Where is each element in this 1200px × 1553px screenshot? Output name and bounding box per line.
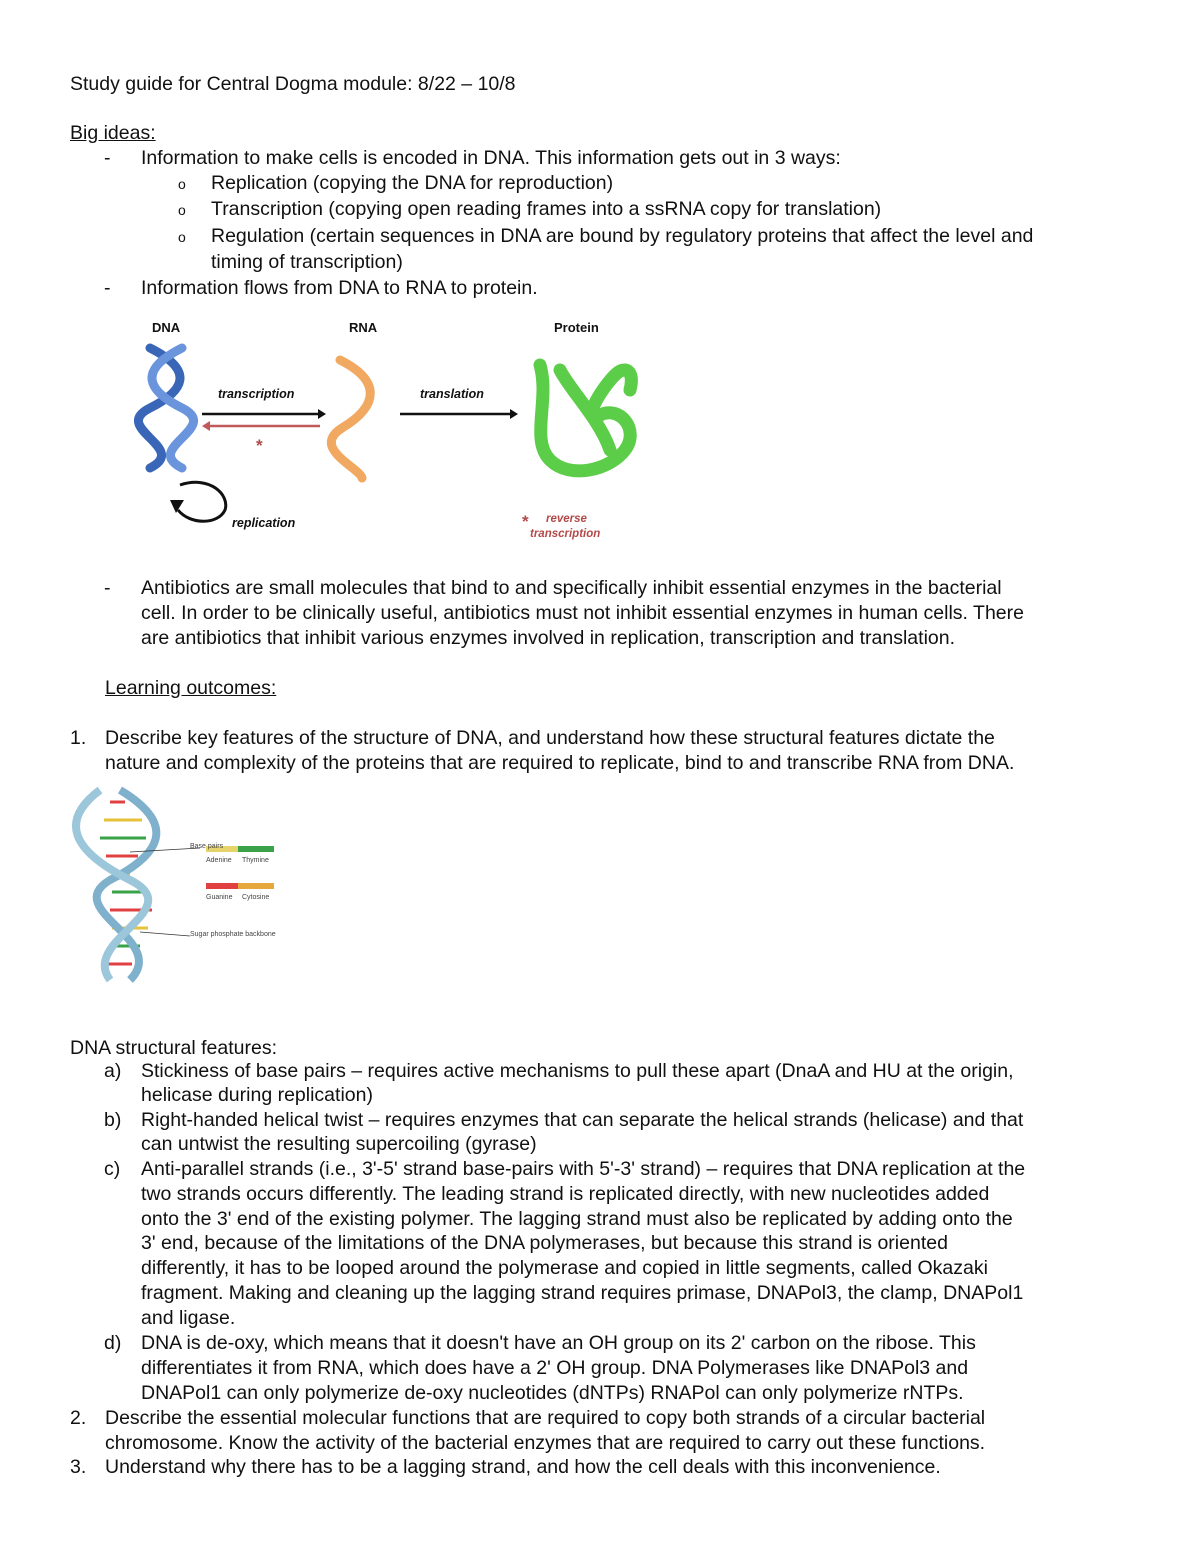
feature-c-line-5: differently, it has to be looped around the polymerase and copied in little segments, called Okazaki <box>141 1257 988 1279</box>
replication-label: replication <box>232 516 296 530</box>
features-heading: DNA structural features: <box>70 1037 277 1059</box>
outcome-1-line-1: Describe key features of the structure of DNA, and understand how these structural features dictate the <box>105 727 995 749</box>
big-idea-1-sub-1: Replication (copying the DNA for reproduction) <box>211 172 614 194</box>
big-idea-3-line-3: are antibiotics that inhibit various enzymes involved in replication, transcription and translation. <box>141 627 956 649</box>
outcome-3-line-1: Understand why there has to be a lagging strand, and how the cell deals with this inconvenience. <box>105 1456 941 1478</box>
outcome-2-line-2: chromosome. Know the activity of the bacterial enzymes that are required to carry out these functions. <box>105 1432 986 1454</box>
feature-d-line-1: DNA is de-oxy, which means that it doesn't have an OH group on its 2' carbon on the ribose. This <box>141 1332 976 1354</box>
feature-c-line-4: 3' end, because of the limitations of the DNA polymerases, but because this strand is oriented <box>141 1232 948 1254</box>
feature-a-line-1: Stickiness of base pairs – requires active mechanisms to pull these apart (DnaA and HU at the origin, <box>141 1060 1014 1082</box>
dna-structure-svg <box>70 780 285 1005</box>
big-idea-2: Information flows from DNA to RNA to protein. <box>141 277 538 299</box>
bullet-marker: - <box>104 577 111 599</box>
outcome-2-line-1: Describe the essential molecular functions that are required to copy both strands of a circular bacterial <box>105 1407 986 1429</box>
outcome-number: 3. <box>70 1456 87 1478</box>
page-title: Study guide for Central Dogma module: 8/22 – 10/8 <box>70 73 516 95</box>
big-idea-1-sub-3: Regulation (certain sequences in DNA are bound by regulatory proteins that affect the level and <box>211 225 1034 247</box>
big-idea-1-sub-2: Transcription (copying open reading frames into a ssRNA copy for translation) <box>211 198 882 220</box>
reverse-star-legend: * <box>522 512 529 531</box>
feature-d-line-2: differentiates it from RNA, which does have a 2' OH group. DNA Polymerases like DNAPol3 and <box>141 1357 969 1379</box>
feature-c-line-2: two strands occurs differently. The leading strand is replicated directly, with new nucleotides added <box>141 1183 990 1205</box>
outcome-number: 1. <box>70 727 87 749</box>
rna-strand-icon <box>331 360 370 478</box>
backbone-label: Sugar phosphate backbone <box>190 931 276 938</box>
central-dogma-figure <box>130 310 650 550</box>
feature-b-line-1: Right-handed helical twist – requires enzymes that can separate the helical strands (helicase) and that <box>141 1109 1024 1131</box>
reverse-label-1: reverse <box>546 513 587 525</box>
base-pairs-label: Base pairs <box>190 843 224 850</box>
feature-c-line-6: fragment. Making and cleaning up the lagging strand requires primase, DNAPol3, the clamp, DNAPol1 <box>141 1282 1024 1304</box>
outcome-1-line-2: nature and complexity of the proteins that are required to replicate, bind to and transcribe RNA from DNA. <box>105 752 1015 774</box>
sub-marker: o <box>178 229 186 245</box>
feature-d-line-3: DNAPol1 can only polymerize de-oxy nucleotides (dNTPs) RNAPol can only polymerize rNTPs. <box>141 1382 964 1404</box>
learning-outcomes-heading: Learning outcomes: <box>105 677 277 699</box>
sub-marker: o <box>178 202 186 218</box>
feature-c-line-1: Anti-parallel strands (i.e., 3'-5' strand base-pairs with 5'-3' strand) – requires that DNA replication at the <box>141 1158 1026 1180</box>
bullet-marker: - <box>104 277 111 299</box>
feature-marker: d) <box>104 1332 122 1354</box>
rna-label: RNA <box>349 320 378 335</box>
dna-structure-figure <box>70 780 285 1005</box>
thymine-bar <box>238 846 274 852</box>
bullet-marker: - <box>104 147 111 169</box>
big-ideas-heading: Big ideas: <box>70 122 156 144</box>
thymine-label: Thymine <box>242 857 269 864</box>
feature-marker: c) <box>104 1158 121 1180</box>
feature-c-line-3: onto the 3' end of the existing polymer. The lagging strand must also be replicated by adding onto the <box>141 1208 1013 1230</box>
feature-marker: b) <box>104 1109 122 1131</box>
reverse-label-2: transcription <box>530 528 601 540</box>
big-idea-3-line-1: Antibiotics are small molecules that bind to and specifically inhibit essential enzymes in the bacterial <box>141 577 1002 599</box>
cytosine-bar <box>238 883 274 889</box>
feature-c-line-7: and ligase. <box>141 1307 236 1329</box>
outcome-number: 2. <box>70 1407 87 1429</box>
feature-a-line-2: helicase during replication) <box>141 1084 373 1106</box>
feature-b-line-2: can untwist the resulting supercoiling (gyrase) <box>141 1133 537 1155</box>
adenine-label: Adenine <box>206 857 232 864</box>
transcription-label: transcription <box>218 387 295 401</box>
dna-label: DNA <box>152 320 181 335</box>
protein-label: Protein <box>554 320 599 335</box>
guanine-label: Guanine <box>206 894 233 901</box>
translation-label: translation <box>420 387 484 401</box>
replication-arrow-icon <box>170 482 226 521</box>
guanine-bar <box>206 883 238 889</box>
dna-helix-icon <box>138 348 193 468</box>
protein-icon <box>540 365 631 471</box>
big-idea-1-sub-3-cont: timing of transcription) <box>211 251 403 273</box>
big-idea-3-line-2: cell. In order to be clinically useful, antibiotics must not inhibit essential enzymes in human cells. There <box>141 602 1024 624</box>
big-idea-1: Information to make cells is encoded in DNA. This information gets out in 3 ways: <box>141 147 841 169</box>
reverse-star: * <box>256 436 263 455</box>
cytosine-label: Cytosine <box>242 894 270 901</box>
sub-marker: o <box>178 176 186 192</box>
feature-marker: a) <box>104 1060 122 1082</box>
